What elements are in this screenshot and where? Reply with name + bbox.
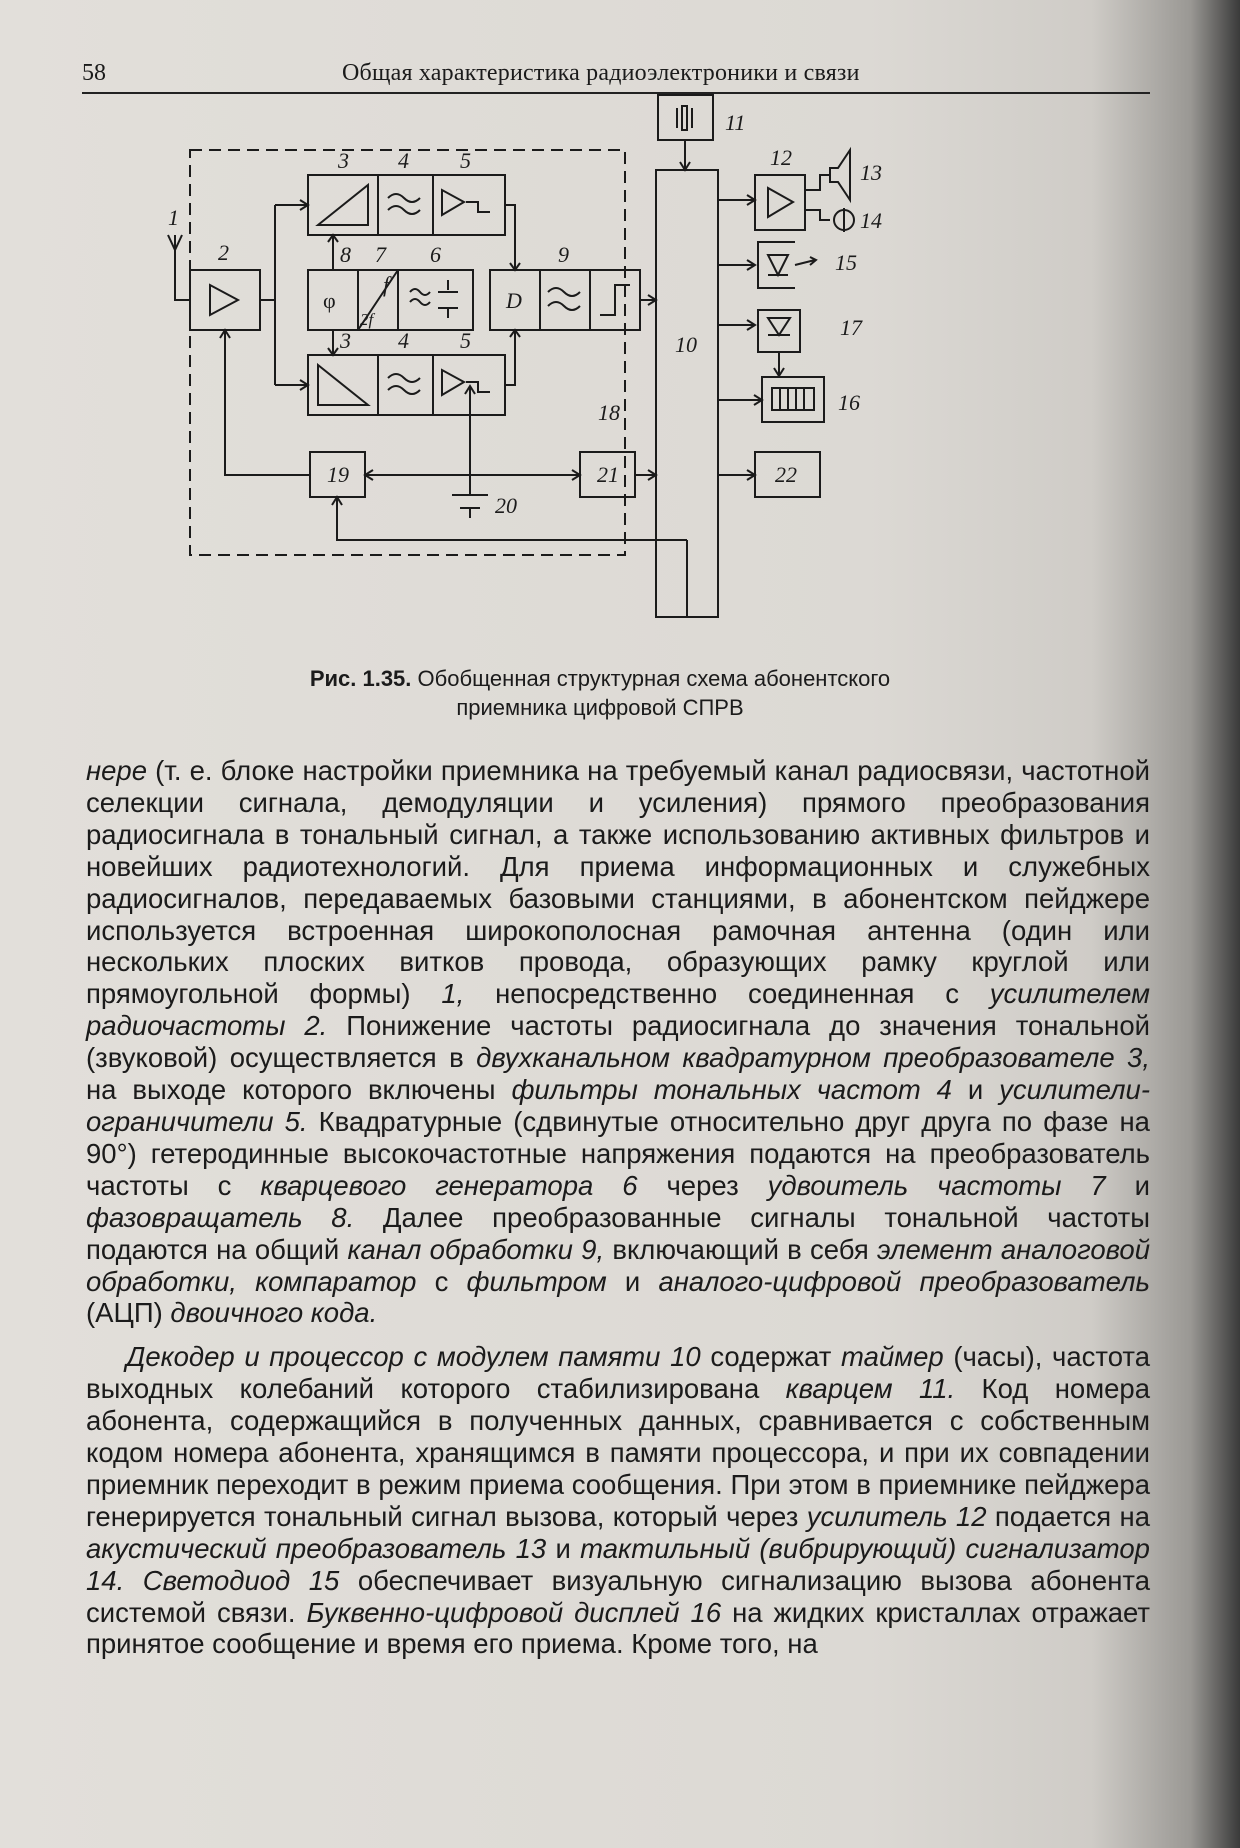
doubler-2f-symbol: 2f — [360, 310, 374, 329]
italic-term: канал обработки 9, — [347, 1233, 605, 1265]
display-segments — [780, 388, 804, 410]
label-13: 13 — [860, 160, 882, 185]
display-16-screen — [772, 388, 814, 410]
quartz-icon — [677, 106, 692, 130]
label-15: 15 — [835, 250, 857, 275]
italic-term: акустический преобразователь 13 — [86, 1532, 547, 1564]
italic-term: 1, — [441, 978, 465, 1010]
led-15-icon — [768, 255, 788, 275]
text-run — [124, 1565, 143, 1596]
light-ray-icon — [795, 257, 816, 265]
block-diagram — [168, 110, 1010, 660]
label-16: 16 — [838, 390, 860, 415]
text-run: и — [951, 1074, 1000, 1106]
italic-term: кварцем 11. — [785, 1373, 956, 1405]
text-run: включающий в себя — [604, 1233, 878, 1265]
text-run: (АЦП) — [86, 1297, 171, 1329]
label-5-top: 5 — [460, 148, 471, 173]
text-run: подается на — [986, 1500, 1150, 1532]
italic-term: усилители-ограничители 5. — [86, 1074, 1150, 1137]
rf-split-lines — [260, 205, 307, 385]
label-11: 11 — [725, 110, 746, 135]
doubler-f-symbol: f — [383, 272, 390, 297]
label-18: 18 — [598, 400, 620, 425]
caption-text-1: Обобщенная структурная схема абонентского — [417, 666, 891, 691]
label-17: 17 — [840, 315, 862, 340]
label-10: 10 — [675, 332, 697, 357]
label-3-top: 3 — [338, 148, 349, 173]
mixer-icon — [318, 365, 368, 405]
italic-term: аналого-цифровой преобразователь — [658, 1265, 1150, 1297]
photodiode-17-frame — [758, 310, 800, 352]
crystal-oscillator-6-box — [398, 270, 473, 330]
crystal-oscillator-icon — [410, 280, 458, 318]
italic-term: усилителем радиочастоты 2. — [86, 978, 1150, 1042]
text-run: на выходе которого включены — [86, 1074, 512, 1106]
filter-4-bottom-box — [378, 355, 433, 415]
text-run: содержат — [700, 1341, 842, 1373]
label-1: 1 — [168, 205, 179, 230]
page-header — [82, 56, 1150, 94]
italic-term: фильтром — [466, 1265, 607, 1297]
led-15-frame — [758, 242, 795, 288]
caption-line-1 — [200, 664, 1000, 693]
label-20: 20 — [495, 493, 517, 518]
label-5-bottom: 5 — [460, 328, 471, 353]
italic-term: Светодиод 15 — [142, 1564, 340, 1596]
text-run: (часы), частота выходных колебаний которого стабилизирована — [86, 1341, 1150, 1405]
text-run: через — [637, 1169, 768, 1201]
label-2: 2 — [218, 240, 229, 265]
text-run: обеспечивает визуальную сигнализацию вызова абонента системой связи. — [86, 1564, 1150, 1628]
italic-term: фильтры тональных частот 4 — [511, 1074, 952, 1106]
rf-amplifier-2-box — [190, 270, 260, 330]
page-number: 58 — [82, 60, 106, 86]
text-run: и — [606, 1265, 659, 1297]
text-run: и — [546, 1532, 581, 1564]
label-14: 14 — [860, 208, 882, 233]
label-21: 21 — [597, 462, 619, 487]
text-run: Квадратурные (сдвинутые относительно друг друга по фазе на 90°) гетеродинные высокочастотные напряжения подаются на преобразователь частоты с — [86, 1105, 1150, 1201]
running-title: Общая характеристика радиоэлектроники и связи — [342, 60, 860, 86]
text-run: Понижение частоты радиосигнала до значения тональной (звуковой) осуществляется в — [86, 1010, 1150, 1074]
caption-label: Рис. 1.35. — [309, 666, 412, 691]
block-diagram-figure — [168, 110, 1010, 660]
label-3-bottom: 3 — [340, 328, 351, 353]
text-run: Код номера абонента, содержащийся в полученных данных, сравнивается с собственным кодом номера абонента, хранящимся в памяти процессора, и при их совпадении приемник переходит в режим приема сообщения. При этом в приемнике пейджера генерируется тональный сигнал вызова, который через — [86, 1373, 1150, 1532]
amplifier-12-box — [755, 175, 805, 230]
paragraph-2 — [86, 1341, 1150, 1660]
mixer-icon — [318, 185, 368, 225]
demodulator-symbol: D — [506, 288, 522, 313]
caption-text-2: приемника цифровой СПРВ — [456, 695, 744, 720]
italic-term: нере — [86, 755, 148, 786]
label-6: 6 — [430, 242, 441, 267]
19-to-amp2-line — [225, 330, 310, 475]
italic-term: удвоитель частоты 7 — [767, 1169, 1106, 1201]
phase-symbol: φ — [323, 288, 336, 313]
label-7: 7 — [375, 242, 386, 267]
figure-caption — [200, 664, 1000, 722]
quartz-11-box — [658, 95, 713, 140]
label-19: 19 — [327, 462, 349, 487]
speaker-lines — [805, 175, 830, 220]
text-run: непосредственно соединенная с — [464, 978, 990, 1010]
amplifier-triangle-icon — [768, 188, 793, 217]
battery-20-icon — [452, 495, 488, 518]
text-run: на жидких кристаллах отражает принятое сообщение и время его приема. Кроме того, на — [86, 1596, 1151, 1660]
italic-term: тактильный (вибрирующий) сигнализатор 14. — [86, 1532, 1150, 1596]
italic-term: Буквенно-цифровой дисплей 16 — [306, 1596, 722, 1628]
italic-term: двухканальном квадратурном преобразователе 3, — [476, 1042, 1150, 1074]
limiter-5-top-box — [433, 175, 505, 235]
filter-icon — [388, 194, 420, 214]
limiter-icon — [442, 190, 490, 215]
body-text — [86, 755, 1150, 1672]
italic-term: кварцевого генератора 6 — [260, 1169, 638, 1201]
italic-term: двоичного кода. — [170, 1297, 378, 1329]
filter-4-top-box — [378, 175, 433, 235]
italic-term: усилитель 12 — [806, 1500, 987, 1532]
photodiode-17-icon — [768, 318, 790, 335]
filter-icon — [548, 288, 580, 310]
text-run: и — [1105, 1169, 1150, 1201]
label-4-bottom: 4 — [398, 328, 409, 353]
label-22: 22 — [775, 462, 797, 487]
text-run: (т. е. блоке настройки приемника на требуемый канал радиосвязи, частотной селекции сигнала, демодуляции и усиления) прямого преобразования радиосигнала в тональный сигнал, а также использованию активных фильтров и новейших радиотехнологий. Для приема информационных и служебных радиосигналов, передаваемых базовыми станциями, в абонентском пейджере используется встроенная широкополосная рамочная антенна (один или нескольких плоских витков провода, образующих рамку круглой или прямоугольной формы) — [86, 755, 1150, 1010]
label-4-top: 4 — [398, 148, 409, 173]
processing-filter-box — [540, 270, 590, 330]
italic-term: таймер — [841, 1341, 944, 1373]
italic-term: фазовращатель 8. — [86, 1201, 355, 1233]
italic-term: Декодер и процессор с модулем памяти 10 — [126, 1341, 701, 1373]
speaker-13-icon — [830, 150, 850, 200]
amplifier-triangle-icon — [210, 285, 238, 315]
label-8: 8 — [340, 242, 351, 267]
label-9: 9 — [558, 242, 569, 267]
italic-term: элемент аналоговой обработки, компаратор — [86, 1233, 1150, 1297]
text-run: с — [416, 1265, 467, 1297]
text-run: Далее преобразованные сигналы тональной частоты подаются на общий — [86, 1201, 1150, 1265]
label-12: 12 — [770, 145, 792, 170]
filter-icon — [388, 374, 420, 394]
paragraph-1 — [86, 755, 1150, 1329]
